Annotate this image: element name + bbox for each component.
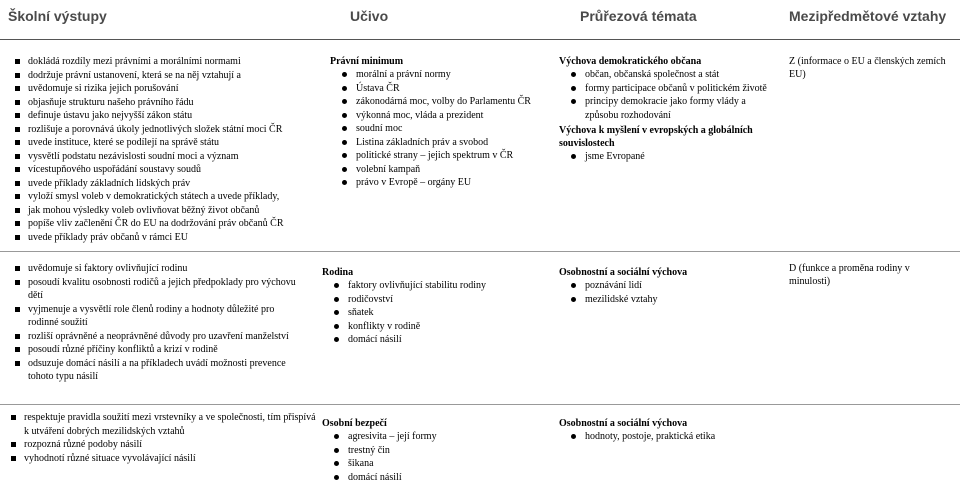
header-divider	[0, 39, 960, 40]
list-item: výkonná moc, vláda a prezident	[330, 109, 552, 123]
list-item: volební kampaň	[330, 163, 552, 177]
list-item: vyloží smysl voleb v demokratických státech a uvede příklady,	[4, 190, 322, 204]
list-item: definuje ústavu jako nejvyšší zákon státu	[4, 109, 322, 123]
list-item: dodržuje právní ustanovení, která se na něj vztahují a	[4, 69, 322, 83]
cross-topic-title: Výchova demokratického občana	[559, 56, 702, 67]
list-item: principy demokracie jako formy vlády a způsobu rozhodování	[559, 95, 771, 122]
list-item: domácí násilí	[322, 333, 544, 347]
subject-matter-cell	[322, 417, 544, 484]
subject-matter-cell	[322, 266, 544, 347]
list-item: jak mohou výsledky voleb ovlivňovat běžný život občanů	[4, 204, 322, 218]
list-item: rozpozná různé podoby násilí	[0, 438, 322, 452]
list-item: formy participace občanů v politickém životě	[559, 82, 771, 96]
list-item: hodnoty, postoje, praktická etika	[559, 430, 771, 444]
outcomes-cell	[0, 411, 322, 465]
list-item: popíše vliv začlenění ČR do EU na dodržování práv občanů ČR	[4, 217, 322, 231]
inter-subject-relation: D (funkce a proměna rodiny v minulosti)	[789, 263, 910, 287]
cross-topics-cell	[559, 55, 771, 164]
list-item: konflikty v rodině	[322, 320, 544, 334]
cross-topic-title: Osobnostní a sociální výchova	[559, 267, 688, 278]
header-inter-subject: Mezipředmětové vztahy	[789, 8, 947, 24]
table-row	[0, 55, 960, 247]
list-item: politické strany – jejich spektrum v ČR	[330, 149, 552, 163]
list-item: agresivita – její formy	[322, 430, 544, 444]
list-item: objasňuje strukturu našeho právního řádu	[4, 96, 322, 110]
list-item: uvede příklady práv občanů v rámci EU	[4, 231, 322, 245]
list-item: uvědomuje si rizika jejich porušování	[4, 82, 322, 96]
list-item: šikana	[322, 457, 544, 471]
list-item: právo v Evropě – orgány EU	[330, 176, 552, 190]
list-item: vícestupňového uspořádání soustavy soudů	[4, 163, 322, 177]
list-item: uvědomuje si faktory ovlivňující rodinu	[4, 262, 304, 276]
list-item: uvede příklady základních lidských práv	[4, 177, 322, 191]
list-item: Listina základních práv a svobod	[330, 136, 552, 150]
list-item: soudní moc	[330, 122, 552, 136]
cross-topic-title: Výchova k myšlení v evropských a globálních souvislostech	[559, 125, 753, 149]
table-header	[0, 0, 960, 40]
cross-topic-title: Osobnostní a sociální výchova	[559, 418, 688, 429]
list-item: faktory ovlivňující stabilitu rodiny	[322, 279, 544, 293]
row-divider	[0, 251, 960, 252]
list-item: posoudí kvalitu osobnosti rodičů a jejich předpoklady pro výchovu dětí	[4, 276, 304, 303]
topic-title: Právní minimum	[330, 56, 404, 67]
list-item: rodičovství	[322, 293, 544, 307]
table-row	[0, 411, 960, 486]
list-item: dokládá rozdíly mezi právními a morálními normami	[4, 55, 322, 69]
topic-title: Osobní bezpečí	[322, 418, 387, 429]
list-item: morální a právní normy	[330, 68, 552, 82]
list-item: jsme Evropané	[559, 150, 771, 164]
header-cross-topics: Průřezová témata	[580, 8, 697, 24]
inter-subject-cell	[789, 262, 929, 288]
list-item: vysvětlí podstatu nezávislosti soudní moci a význam	[4, 150, 322, 164]
list-item: uvede instituce, které se podílejí na správě státu	[4, 136, 322, 150]
topic-title: Rodina	[322, 267, 354, 278]
table-row	[0, 262, 960, 402]
list-item: Ústava ČR	[330, 82, 552, 96]
cross-topics-cell	[559, 417, 771, 444]
row-divider	[0, 404, 960, 405]
list-item: posoudí různé příčiny konfliktů a krizí v rodině	[4, 343, 304, 357]
list-item: vyhodnotí různé situace vyvolávající násilí	[0, 452, 322, 466]
outcomes-cell	[4, 262, 304, 384]
list-item: respektuje pravidla soužití mezi vrstevníky a ve společnosti, tím přispívá k utváření dobrých mezilidských vztahů	[0, 411, 322, 438]
inter-subject-relation: Z (informace o EU a členských zemích EU)	[789, 56, 946, 80]
list-item: rozliší oprávněné a neoprávněné důvody pro uzavření manželství	[4, 330, 304, 344]
list-item: rozlišuje a porovnává úkoly jednotlivých složek státní moci ČR	[4, 123, 322, 137]
list-item: vyjmenuje a vysvětlí role členů rodiny a hodnoty důležité pro rodinné soužití	[4, 303, 304, 330]
list-item: zákonodárná moc, volby do Parlamentu ČR	[330, 95, 552, 109]
header-subject-matter: Učivo	[350, 8, 389, 24]
subject-matter-cell	[330, 55, 552, 190]
list-item: mezilidské vztahy	[559, 293, 771, 307]
cross-topics-cell	[559, 266, 771, 306]
list-item: domácí násilí	[322, 471, 544, 485]
header-school-outcomes: Školní výstupy	[8, 8, 107, 24]
list-item: trestný čin	[322, 444, 544, 458]
list-item: sňatek	[322, 306, 544, 320]
list-item: poznávání lidí	[559, 279, 771, 293]
outcomes-cell	[4, 55, 322, 244]
list-item: občan, občanská společnost a stát	[559, 68, 771, 82]
list-item: odsuzuje domácí násilí a na příkladech uvádí možnosti prevence tohoto typu násilí	[4, 357, 304, 384]
inter-subject-cell	[789, 55, 957, 81]
